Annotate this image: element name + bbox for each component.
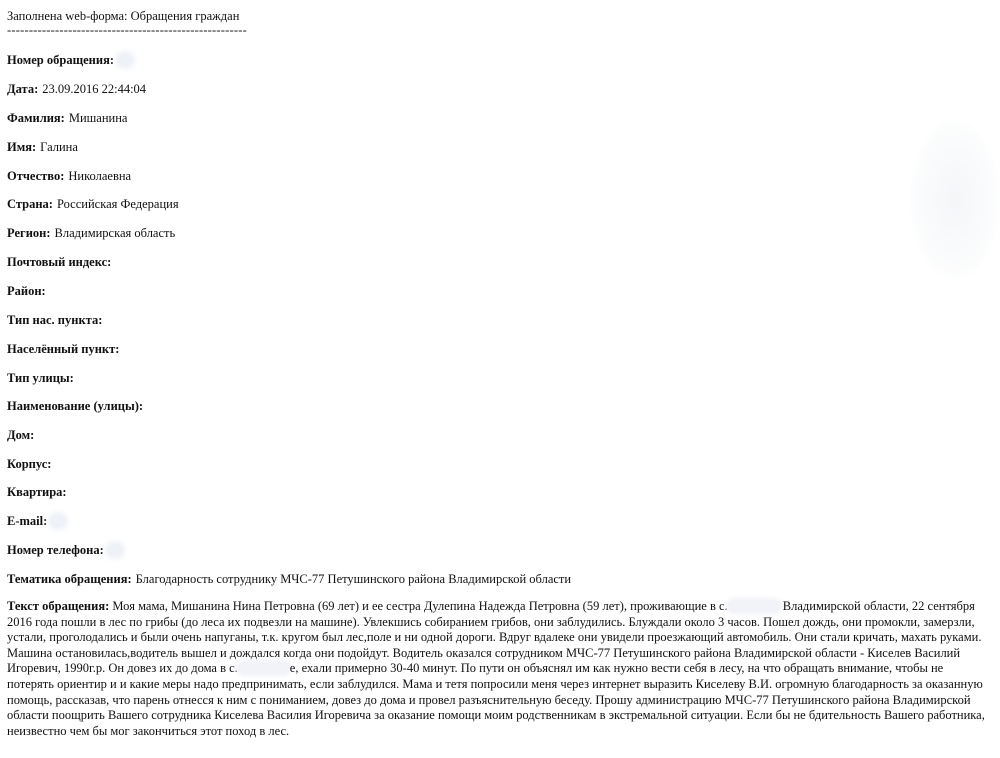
field-email (7, 513, 65, 529)
field-value: Николаевна (68, 169, 132, 183)
field-label: Район: (7, 284, 46, 298)
field-value: Российская Федерация (56, 197, 179, 211)
message-text-part2: Владимирской области, 22 сентября 2016 года пошли в лес по грибы (до леса их подвезли на машине). Увлекшись собиранием грибов, они заблудились. Блуждали около 3 часов. Пошел дождь, они промокли, замерзли, устали, проголодались и были очень напуганы, т.к. кругом был лес,поле и ни одной дороги. Вдруг вдалеке они увидели проезжающий автомобиль. Они стали кричать, махать руками. Машина остановилась,водитель вышел и дождался когда они подойдут. Водитель оказался сотрудником МЧС-77 Петушинского района Владимирской области - Киселев Василий Игоревич, 1990г.р. Он довез их до дома в с. (7, 599, 982, 676)
message-text-part1: Моя мама, Мишанина Нина Петровна (69 лет) и ее сестра Дулепина Надежда Петровна (59 лет), проживающие в с. (112, 599, 728, 613)
field-settlement (7, 341, 119, 357)
redacted-value (51, 515, 65, 527)
form-title: Заполнена web-форма: Обращения граждан (7, 9, 240, 23)
field-topic (7, 571, 571, 587)
field-label: Наименование (улицы): (7, 399, 144, 413)
field-building (7, 456, 51, 472)
field-label: Тип улицы: (7, 371, 74, 385)
field-label: Тематика обращения: (7, 572, 132, 586)
redacted-village-2 (238, 662, 290, 674)
redacted-village-1 (728, 600, 780, 612)
field-label: Населённый пункт: (7, 342, 120, 356)
message-text-part3: е, ехали примерно 30-40 минут. По пути он объяснял им как нужно вести себя в лесу, на что обращать внимание, чтобы не потерять ориентир и и какие меры надо предпринимать, если заблудился. Мама и тетя попросили меня через интернет выразить Киселеву В.И. огромную благодарность за оказанную помощь, рассказав, что парень отнесся к ним с пониманием, довез до дома и провел разъяснительную беседу. Прошу администрацию МЧС-77 Петушинского района Владимирской области поощрить Вашего сотрудника Киселева Василия Игоревича за оказание помощи моим родственникам в экстремальной ситуации. Если бы не бдительность Вашего работника, неизвестно чем бы мог закончиться этот поход в лес. (7, 661, 985, 738)
redacted-value (108, 544, 122, 556)
field-apartment (7, 484, 67, 500)
field-street-type (7, 370, 74, 386)
field-value: Галина (40, 140, 78, 154)
field-district (7, 283, 46, 299)
field-country (7, 196, 179, 212)
field-label: Корпус: (7, 457, 52, 471)
field-value: Владимирская область (54, 226, 176, 240)
field-surname (7, 110, 127, 126)
field-label: Номер обращения: (7, 53, 115, 67)
field-first-name (7, 139, 78, 155)
field-postal-code (7, 254, 111, 270)
field-label: Имя: (7, 140, 37, 154)
field-patronymic (7, 168, 131, 184)
field-label: Отчество: (7, 169, 65, 183)
field-value: Благодарность сотруднику МЧС-77 Петушинского района Владимирской области (135, 572, 572, 586)
field-label: Почтовый индекс: (7, 255, 112, 269)
field-date (7, 81, 146, 97)
field-label: Регион: (7, 226, 51, 240)
field-label: Фамилия: (7, 111, 65, 125)
separator-line: ------------------------------------------------------- (7, 23, 247, 37)
message-label: Текст обращения: (7, 599, 110, 613)
field-label: Дата: (7, 82, 39, 96)
field-label: Дом: (7, 428, 35, 442)
field-region (7, 225, 175, 241)
field-label: E-mail: (7, 514, 48, 528)
field-label: Страна: (7, 197, 53, 211)
field-house (7, 427, 34, 443)
field-phone (7, 542, 122, 558)
field-label: Квартира: (7, 485, 67, 499)
field-request-number (7, 52, 132, 68)
message-body (7, 599, 993, 739)
field-value: 23.09.2016 22:44:04 (42, 82, 147, 96)
background-smudge (910, 120, 1000, 280)
field-street-name (7, 398, 143, 414)
field-value: Мишанина (68, 111, 128, 125)
field-label: Тип нас. пункта: (7, 313, 103, 327)
field-settlement-type (7, 312, 102, 328)
redacted-value (118, 54, 132, 66)
field-label: Номер телефона: (7, 543, 104, 557)
